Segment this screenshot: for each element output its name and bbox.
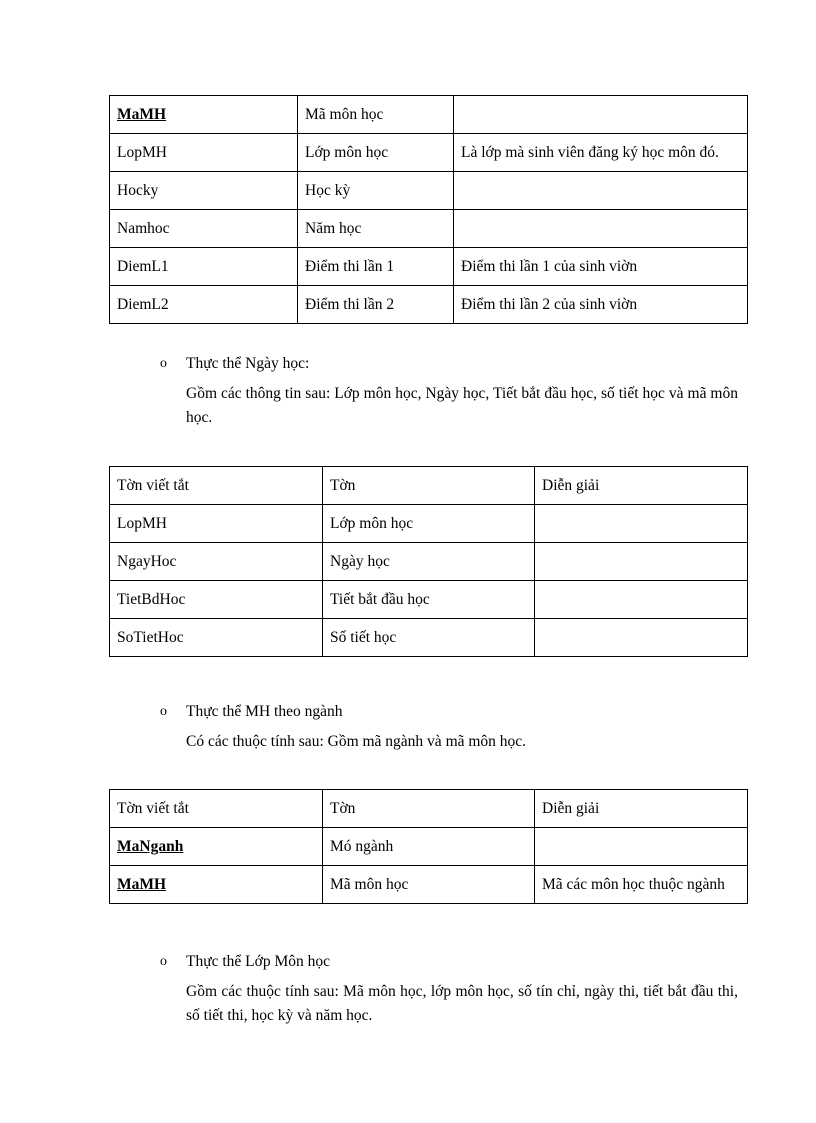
column-header: Tờn [323, 790, 535, 828]
table-row [110, 505, 748, 543]
table-cell [454, 210, 748, 248]
table-row [110, 619, 748, 657]
table-header-row [110, 467, 748, 505]
table-row [110, 134, 748, 172]
bullet-marker: o [160, 704, 167, 719]
ngay-hoc-table [109, 466, 748, 657]
table-cell: SoTietHoc [110, 619, 323, 657]
column-header: Tờn viết tắt [110, 467, 323, 505]
column-header: Diễn giải [535, 790, 748, 828]
table-row [110, 581, 748, 619]
section-description: Có các thuộc tính sau: Gồm mã ngành và mã môn học. [186, 733, 527, 750]
section-description: Gồm các thông tin sau: Lớp môn học, Ngày học, Tiết bắt đầu học, số tiết học và mã môn học. [186, 385, 738, 426]
table-cell [454, 96, 748, 134]
section-title: Thực thể Lớp Môn học [186, 953, 331, 970]
table-cell: MaNganh [110, 828, 323, 866]
table-row [110, 96, 748, 134]
entity-section-lop-mon-hoc [160, 950, 750, 1028]
table-cell: Mã môn học [323, 866, 535, 904]
table-cell: NgayHoc [110, 543, 323, 581]
table-cell [454, 172, 748, 210]
table-cell: Mã các môn học thuộc ngành [535, 866, 748, 904]
table-cell: LopMH [110, 505, 323, 543]
table-cell [535, 828, 748, 866]
table-cell [535, 505, 748, 543]
table-row [110, 248, 748, 286]
table-cell [535, 543, 748, 581]
table-header-row [110, 790, 748, 828]
table-cell: Lớp môn học [323, 505, 535, 543]
column-header: Diễn giải [535, 467, 748, 505]
table-cell: Học kỳ [298, 172, 454, 210]
table-cell: Namhoc [110, 210, 298, 248]
section-title: Thực thể Ngày học: [186, 355, 310, 372]
table-row [110, 543, 748, 581]
entity-section-mh-theo-nganh [160, 700, 750, 754]
table-cell: Là lớp mà sinh viên đăng ký học môn đó. [454, 134, 748, 172]
table-row [110, 828, 748, 866]
table-cell: Năm học [298, 210, 454, 248]
table-cell: Mó ngành [323, 828, 535, 866]
column-header: Tờn viết tắt [110, 790, 323, 828]
column-header: Tờn [323, 467, 535, 505]
subject-attributes-table [109, 95, 748, 324]
table-cell: MaMH [110, 866, 323, 904]
table-cell [535, 581, 748, 619]
bullet-marker: o [160, 356, 167, 371]
table-row [110, 866, 748, 904]
entity-section-ngay-hoc [160, 352, 750, 430]
table-row [110, 286, 748, 324]
table-cell: DiemL1 [110, 248, 298, 286]
section-description: Gồm các thuộc tính sau: Mã môn học, lớp môn học, số tín chỉ, ngày thi, tiết bắt đầu thi, số tiết thi, học kỳ và năm học. [186, 983, 738, 1024]
table-cell: TietBdHoc [110, 581, 323, 619]
table-cell [535, 619, 748, 657]
table-cell: MaMH [110, 96, 298, 134]
section-title: Thực thể MH theo ngành [186, 703, 343, 720]
table-cell: Điểm thi lần 2 của sinh viờn [454, 286, 748, 324]
table-cell: Hocky [110, 172, 298, 210]
table-cell: Điểm thi lần 1 của sinh viờn [454, 248, 748, 286]
table-cell: LopMH [110, 134, 298, 172]
table-cell: DiemL2 [110, 286, 298, 324]
bullet-marker: o [160, 954, 167, 969]
mh-theo-nganh-table [109, 789, 748, 904]
table-cell: Số tiết học [323, 619, 535, 657]
table-cell: Lớp môn học [298, 134, 454, 172]
table-cell: Điểm thi lần 2 [298, 286, 454, 324]
table-row [110, 172, 748, 210]
table-cell: Mã môn học [298, 96, 454, 134]
table-cell: Điểm thi lần 1 [298, 248, 454, 286]
table-cell: Tiết bắt đầu học [323, 581, 535, 619]
table-cell: Ngày học [323, 543, 535, 581]
table-row [110, 210, 748, 248]
